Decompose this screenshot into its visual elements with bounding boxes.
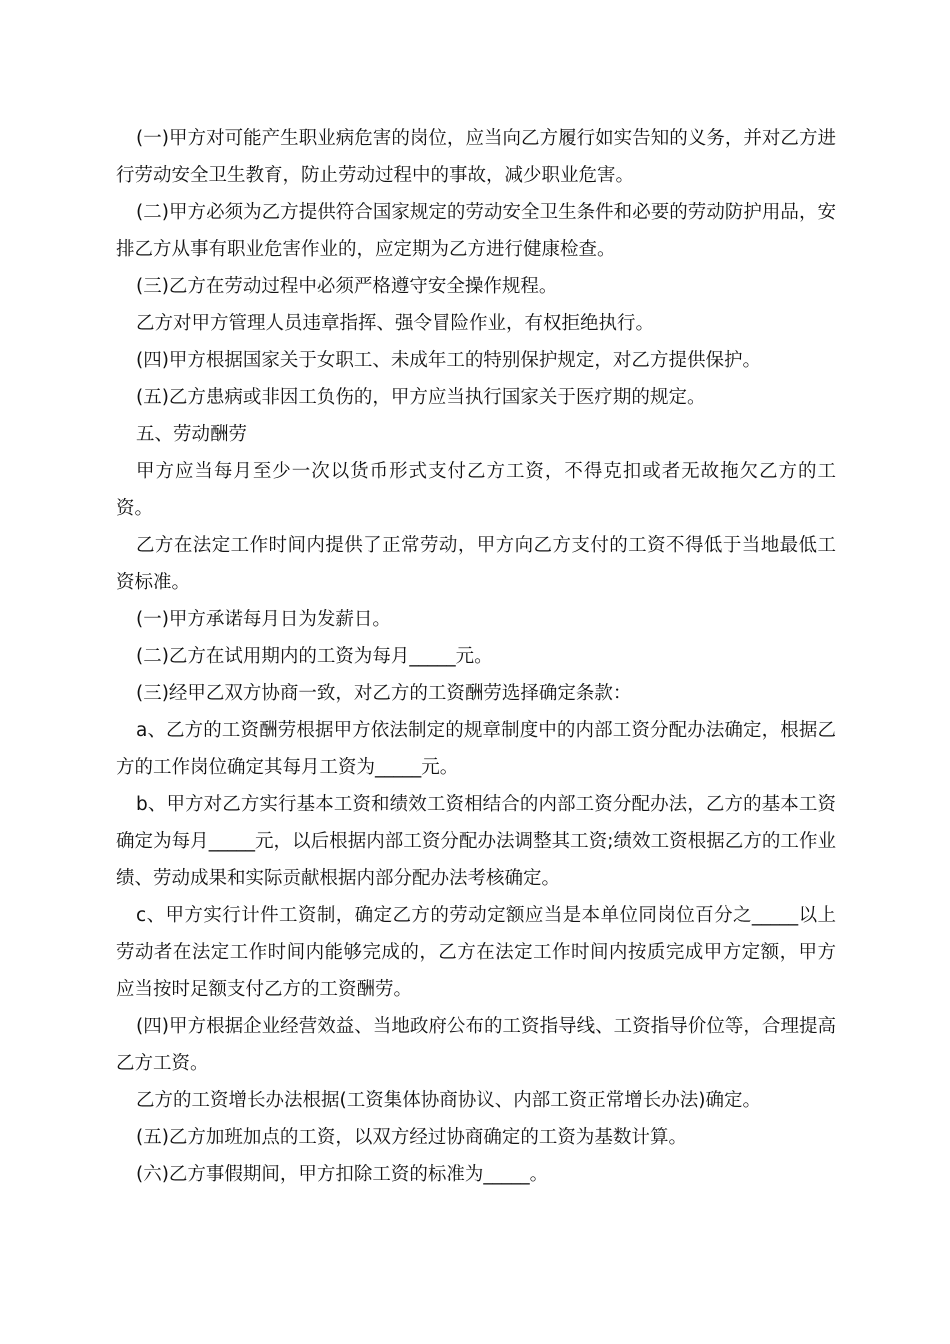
clause-4-special-protection: (四)甲方根据国家关于女职工、未成年工的特别保护规定，对乙方提供保护。	[136, 350, 761, 371]
clause-leave-deduction: (六)乙方事假期间，甲方扣除工资的标准为_____。	[136, 1164, 549, 1185]
clause-1-occupational-hazard-notice: (一)甲方对可能产生职业病危害的岗位，应当向乙方履行如实告知的义务，并对乙方进行劳动安全卫生教育，防止劳动过程中的事故，减少职业危害。	[116, 128, 836, 186]
clause-wage-options-intro: (三)经甲乙双方协商一致，对乙方的工资酬劳选择确定条款：	[136, 683, 632, 704]
clause-monthly-payment: 甲方应当每月至少一次以货币形式支付乙方工资，不得克扣或者无故拖欠乙方的工资。	[116, 461, 836, 519]
clause-minimum-wage: 乙方在法定工作时间内提供了正常劳动，甲方向乙方支付的工资不得低于当地最低工资标准。	[116, 535, 836, 593]
clause-payday: (一)甲方承诺每月日为发薪日。	[136, 609, 391, 630]
clause-probation-wage: (二)乙方在试用期内的工资为每月_____元。	[136, 646, 493, 667]
clause-option-c: c、甲方实行计件工资制，确定乙方的劳动定额应当是本单位同岗位百分之_____以上劳动者在法定工作时间内能够完成的，乙方在法定工作时间内按质完成甲方定额，甲方应当按时足额支付乙方的工资酬劳。	[116, 905, 836, 1000]
clause-3-safety-rules: (三)乙方在劳动过程中必须严格遵守安全操作规程。	[136, 276, 558, 297]
clause-wage-increase: (四)甲方根据企业经营效益、当地政府公布的工资指导线、工资指导价位等，合理提高乙方工资。	[116, 1016, 836, 1074]
section-heading-remuneration: 五、劳动酬劳	[136, 424, 248, 445]
document-body	[116, 120, 836, 1193]
clause-option-b: b、甲方对乙方实行基本工资和绩效工资相结合的内部工资分配办法，乙方的基本工资确定为每月_____元，以后根据内部工资分配办法调整其工资;绩效工资根据乙方的工作业绩、劳动成果和实际贡献根据内部分配办法考核确定。	[116, 794, 836, 889]
clause-overtime-pay: (五)乙方加班加点的工资，以双方经过协商确定的工资为基数计算。	[136, 1127, 687, 1148]
clause-option-a: a、乙方的工资酬劳根据甲方依法制定的规章制度中的内部工资分配办法确定，根据乙方的工作岗位确定其每月工资为_____元。	[116, 720, 836, 778]
clause-2-safety-conditions: (二)甲方必须为乙方提供符合国家规定的劳动安全卫生条件和必要的劳动防护用品，安排乙方从事有职业危害作业的，应定期为乙方进行健康检查。	[116, 202, 836, 260]
clause-refuse-violations: 乙方对甲方管理人员违章指挥、强令冒险作业，有权拒绝执行。	[136, 313, 655, 334]
clause-5-medical-period: (五)乙方患病或非因工负伤的，甲方应当执行国家关于医疗期的规定。	[136, 387, 706, 408]
clause-wage-growth-method: 乙方的工资增长办法根据(工资集体协商协议、内部工资正常增长办法)确定。	[136, 1090, 761, 1111]
